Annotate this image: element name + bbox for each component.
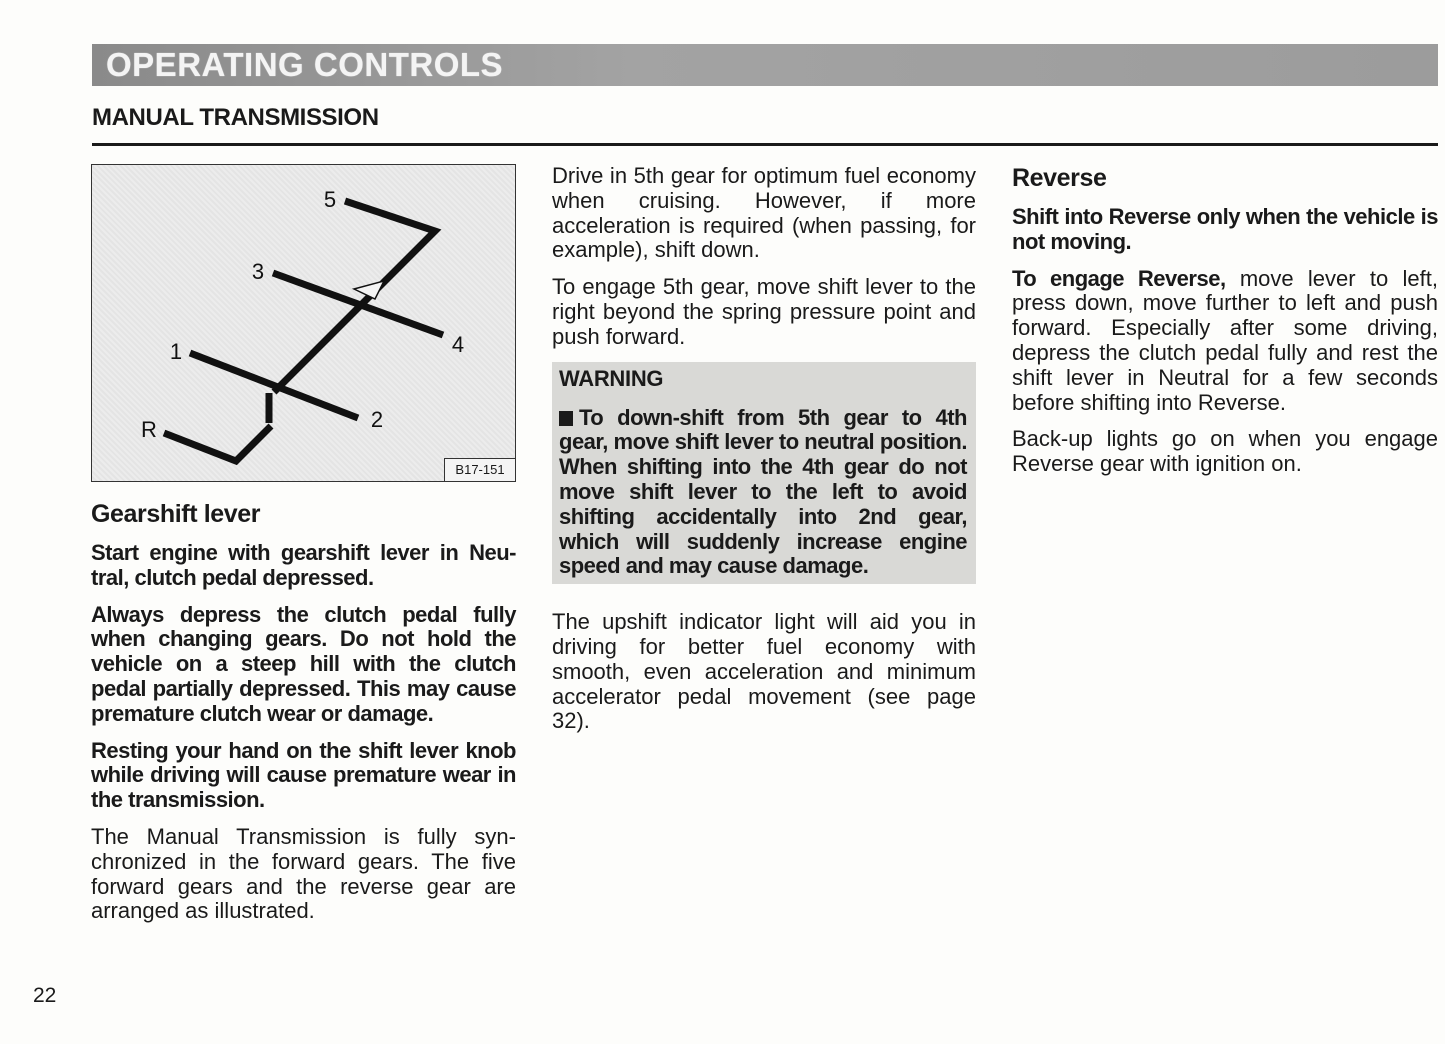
section-title: MANUAL TRANSMISSION xyxy=(92,104,379,131)
figure-code: B17-151 xyxy=(444,458,515,481)
shift-path-3-4 xyxy=(273,273,443,335)
gear-label-5: 5 xyxy=(323,187,337,212)
reverse-engage-text: move lever to left, press down, move further to left and push forward. Especially after some driving, depress the clutch pedal fully and rest the shift lever in Neutral for a few seconds before shifting into Reverse. xyxy=(1012,265,1438,415)
warning-text: To down-shift from 5th gear to 4th gear, move shift lever to neutral position. When shifting into the 4th gear do not move shift lever to the left to avoid shifting accidentally into 2nd gear, which will suddenly increase engine speed and may cause damage. xyxy=(559,404,967,579)
reverse-para-not-moving: Shift into Reverse only when the vehicle is not moving. xyxy=(1012,204,1438,254)
page-number: 22 xyxy=(33,984,57,1007)
warning-title: WARNING xyxy=(559,365,664,391)
bullet-square-icon xyxy=(559,411,573,426)
gearshift-para-synchronized: The Manual Transmission is fully syn-chronized in the forward gears. The five forward gears and the reverse gear are arranged as illustrated. xyxy=(91,823,516,924)
fifth-gear-para-engage: To engage 5th gear, move shift lever to the right beyond the spring pressure point and push forward. xyxy=(552,274,976,349)
gearshift-lever-heading: Gearshift lever xyxy=(91,500,261,528)
gear-label-4: 4 xyxy=(451,332,465,357)
section-divider xyxy=(92,143,1438,146)
shift-path-reverse xyxy=(164,426,271,461)
warning-box xyxy=(552,362,976,585)
shift-path-5 xyxy=(274,201,435,392)
reverse-para-backup-lights: Back-up lights go on when you engage Reverse gear with ignition on. xyxy=(1012,426,1438,477)
upshift-indicator-para: The upshift indicator light will aid you in driving for better fuel economy with smooth, even acceleration and minimum accelerator pedal movement (see page 32). xyxy=(552,609,976,734)
gearshift-para-start-engine: Start engine with gearshift lever in Neu-tral, clutch pedal depressed. xyxy=(91,540,516,590)
gear-label-1: 1 xyxy=(169,339,183,364)
column-3 xyxy=(1012,164,1438,489)
gearshift-para-clutch: Always depress the clutch pedal fully when changing gears. Do not hold the vehicle on a steep hill with the clutch pedal partially depressed. This may cause premature clutch wear or damage. xyxy=(91,601,516,726)
shift-direction-arrow-icon xyxy=(354,281,384,299)
fifth-gear-para-economy: Drive in 5th gear for optimum fuel economy when cruising. However, if more acceleration is required (when passing, for example), shift down. xyxy=(552,163,976,263)
gearshift-diagram xyxy=(91,164,516,482)
gearshift-para-resting-hand: Resting your hand on the shift lever knob while driving will cause premature wear in the transmission. xyxy=(91,737,516,813)
reverse-engage-lead: To engage Reverse, xyxy=(1012,265,1226,291)
shift-path-1-2 xyxy=(190,353,358,418)
section-banner xyxy=(92,44,1438,86)
reverse-para-engage xyxy=(1012,267,1438,416)
gear-label-r: R xyxy=(141,417,157,442)
column-1 xyxy=(91,164,516,936)
column-2 xyxy=(552,164,976,746)
banner-title: OPERATING CONTROLS xyxy=(106,46,504,83)
gear-label-3: 3 xyxy=(251,259,265,284)
reverse-heading: Reverse xyxy=(1012,164,1107,192)
shift-pattern-graphic xyxy=(92,165,515,481)
gear-label-2: 2 xyxy=(370,407,384,432)
